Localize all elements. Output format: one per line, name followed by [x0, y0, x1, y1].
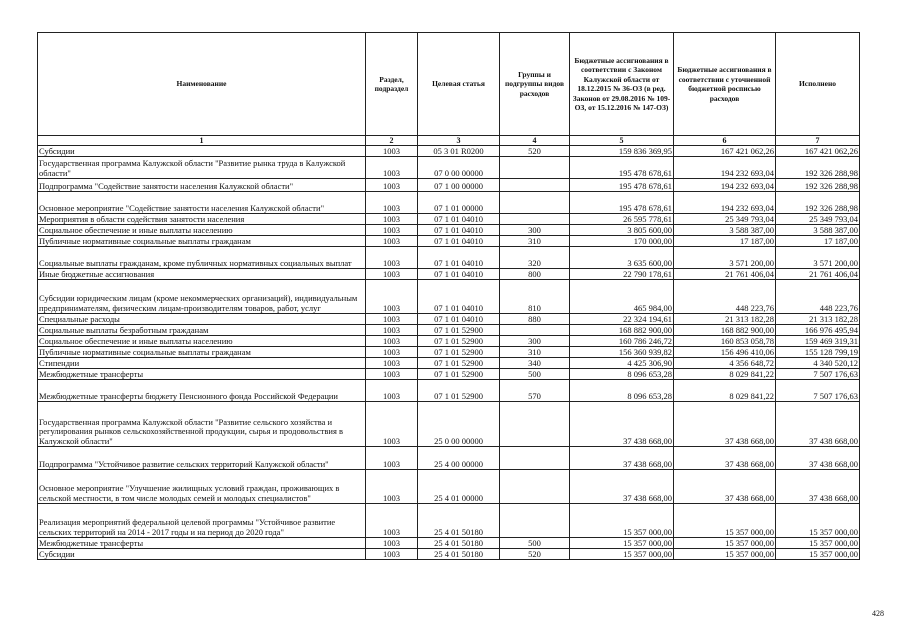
row-target: 07 1 01 04010 — [418, 269, 500, 280]
row-section: 1003 — [366, 347, 418, 358]
row-value-refined: 168 882 900,00 — [674, 325, 776, 336]
row-group: 310 — [500, 347, 570, 358]
row-value-allocated: 22 790 178,61 — [570, 269, 674, 280]
row-name: Социальные выплаты безработным гражданам — [38, 325, 366, 336]
row-value-allocated: 15 357 000,00 — [570, 504, 674, 538]
row-value-allocated: 168 882 900,00 — [570, 325, 674, 336]
row-name: Субсидии — [38, 146, 366, 157]
row-value-refined: 37 438 668,00 — [674, 447, 776, 470]
row-target: 07 1 00 00000 — [418, 179, 500, 192]
row-value-executed: 37 438 668,00 — [776, 447, 860, 470]
row-value-refined: 15 357 000,00 — [674, 538, 776, 549]
row-section: 1003 — [366, 380, 418, 402]
table-row — [38, 269, 860, 280]
column-number: 4 — [500, 136, 570, 146]
page-number: 428 — [872, 609, 884, 618]
row-group: 320 — [500, 247, 570, 269]
row-value-executed: 192 326 288,98 — [776, 157, 860, 179]
table-row — [38, 225, 860, 236]
row-section: 1003 — [366, 146, 418, 157]
row-value-allocated: 15 357 000,00 — [570, 549, 674, 560]
row-group: 500 — [500, 538, 570, 549]
row-value-allocated: 170 000,00 — [570, 236, 674, 247]
row-target: 07 1 01 52900 — [418, 325, 500, 336]
row-value-executed: 7 507 176,63 — [776, 380, 860, 402]
column-number-row — [38, 136, 860, 146]
table-row — [38, 146, 860, 157]
row-section: 1003 — [366, 325, 418, 336]
row-target: 07 1 01 52900 — [418, 336, 500, 347]
table-row — [38, 470, 860, 504]
row-target: 07 1 01 52900 — [418, 369, 500, 380]
row-name: Иные бюджетные ассигнования — [38, 269, 366, 280]
row-target: 07 1 01 52900 — [418, 380, 500, 402]
row-name: Субсидии юридическим лицам (кроме некоммерческих организаций), индивидуальным предпринимателям, физическим лицам-производителям товаров, работ, услуг — [38, 280, 366, 314]
row-target: 25 4 00 00000 — [418, 447, 500, 470]
row-value-allocated: 195 478 678,61 — [570, 192, 674, 214]
row-group: 300 — [500, 336, 570, 347]
row-value-executed: 155 128 799,19 — [776, 347, 860, 358]
row-value-executed: 21 761 406,04 — [776, 269, 860, 280]
row-value-refined: 3 588 387,00 — [674, 225, 776, 236]
row-value-refined: 37 438 668,00 — [674, 402, 776, 447]
row-value-allocated: 37 438 668,00 — [570, 447, 674, 470]
row-section: 1003 — [366, 504, 418, 538]
row-group — [500, 325, 570, 336]
row-value-refined: 8 029 841,22 — [674, 369, 776, 380]
row-target: 25 4 01 50180 — [418, 504, 500, 538]
row-section: 1003 — [366, 192, 418, 214]
row-name: Стипендии — [38, 358, 366, 369]
column-number: 6 — [674, 136, 776, 146]
table-row — [38, 380, 860, 402]
row-value-executed: 15 357 000,00 — [776, 504, 860, 538]
row-section: 1003 — [366, 280, 418, 314]
row-value-allocated: 22 324 194,61 — [570, 314, 674, 325]
row-value-executed: 192 326 288,98 — [776, 179, 860, 192]
row-target: 07 0 00 00000 — [418, 157, 500, 179]
table-row — [38, 325, 860, 336]
row-name: Социальное обеспечение и иные выплаты населению — [38, 225, 366, 236]
row-value-refined: 194 232 693,04 — [674, 192, 776, 214]
row-section: 1003 — [366, 358, 418, 369]
row-section: 1003 — [366, 314, 418, 325]
row-value-refined: 194 232 693,04 — [674, 157, 776, 179]
row-name: Основное мероприятие "Содействие занятости населения Калужской области" — [38, 192, 366, 214]
row-value-refined: 37 438 668,00 — [674, 470, 776, 504]
row-group — [500, 470, 570, 504]
row-target: 05 3 01 R0200 — [418, 146, 500, 157]
column-number: 3 — [418, 136, 500, 146]
row-name: Подпрограмма "Содействие занятости населения Калужской области" — [38, 179, 366, 192]
row-target: 25 4 01 00000 — [418, 470, 500, 504]
header-col7: Исполнено — [776, 33, 860, 136]
row-target: 07 1 01 04010 — [418, 314, 500, 325]
row-value-allocated: 4 425 306,90 — [570, 358, 674, 369]
row-value-executed: 15 357 000,00 — [776, 549, 860, 560]
row-section: 1003 — [366, 336, 418, 347]
row-target: 07 1 01 04010 — [418, 247, 500, 269]
row-name: Государственная программа Калужской области "Развитие рынка труда в Калужской области" — [38, 157, 366, 179]
column-number: 2 — [366, 136, 418, 146]
row-value-refined: 194 232 693,04 — [674, 179, 776, 192]
row-value-executed: 15 357 000,00 — [776, 538, 860, 549]
row-name: Межбюджетные трансферты бюджету Пенсионного фонда Российской Федерации — [38, 380, 366, 402]
row-value-refined: 160 853 058,78 — [674, 336, 776, 347]
row-value-refined: 4 356 648,72 — [674, 358, 776, 369]
row-section: 1003 — [366, 214, 418, 225]
row-value-executed: 4 340 520,12 — [776, 358, 860, 369]
row-value-allocated: 195 478 678,61 — [570, 179, 674, 192]
row-value-refined: 21 313 182,28 — [674, 314, 776, 325]
header-col6: Бюджетные ассигнования в соответствии с уточненной бюджетной росписью расходов — [674, 33, 776, 136]
row-section: 1003 — [366, 538, 418, 549]
row-value-refined: 15 357 000,00 — [674, 549, 776, 560]
row-value-refined: 21 761 406,04 — [674, 269, 776, 280]
budget-table — [37, 32, 860, 560]
row-value-executed: 192 326 288,98 — [776, 192, 860, 214]
row-section: 1003 — [366, 236, 418, 247]
row-group — [500, 192, 570, 214]
row-value-allocated: 3 635 600,00 — [570, 247, 674, 269]
row-name: Подпрограмма "Устойчивое развитие сельских территорий Калужской области" — [38, 447, 366, 470]
row-target: 07 1 01 00000 — [418, 192, 500, 214]
row-name: Субсидии — [38, 549, 366, 560]
row-target: 07 1 01 04010 — [418, 225, 500, 236]
row-group — [500, 447, 570, 470]
row-value-executed: 448 223,76 — [776, 280, 860, 314]
table-row — [38, 358, 860, 369]
row-name: Межбюджетные трансферты — [38, 538, 366, 549]
row-name: Публичные нормативные социальные выплаты гражданам — [38, 236, 366, 247]
row-value-refined: 3 571 200,00 — [674, 247, 776, 269]
row-value-executed: 17 187,00 — [776, 236, 860, 247]
row-group: 340 — [500, 358, 570, 369]
row-value-allocated: 156 360 939,82 — [570, 347, 674, 358]
row-name: Основное мероприятие "Улучшение жилищных условий граждан, проживающих в сельской местности, в том числе молодых семей и молодых специалистов" — [38, 470, 366, 504]
row-value-executed: 3 588 387,00 — [776, 225, 860, 236]
table-row — [38, 179, 860, 192]
row-value-refined: 17 187,00 — [674, 236, 776, 247]
header-section: Раздел, подраздел — [366, 33, 418, 136]
row-value-allocated: 26 595 778,61 — [570, 214, 674, 225]
row-section: 1003 — [366, 369, 418, 380]
header-name: Наименование — [38, 33, 366, 136]
row-value-executed: 7 507 176,63 — [776, 369, 860, 380]
row-value-allocated: 465 984,00 — [570, 280, 674, 314]
row-name: Специальные расходы — [38, 314, 366, 325]
row-group — [500, 214, 570, 225]
row-section: 1003 — [366, 247, 418, 269]
row-group: 520 — [500, 146, 570, 157]
row-section: 1003 — [366, 157, 418, 179]
table-row — [38, 549, 860, 560]
row-name: Реализация мероприятий федеральной целевой программы "Устойчивое развитие сельских территорий на 2014 - 2017 годы и на период до 2020 года" — [38, 504, 366, 538]
table-row — [38, 157, 860, 179]
column-number: 5 — [570, 136, 674, 146]
row-name: Государственная программа Калужской области "Развитие сельского хозяйства и регулирования рынков сельскохозяйственной продукции, сырья и продовольствия в Калужской области" — [38, 402, 366, 447]
row-group — [500, 157, 570, 179]
row-value-refined: 8 029 841,22 — [674, 380, 776, 402]
row-section: 1003 — [366, 225, 418, 236]
table-row — [38, 336, 860, 347]
row-target: 07 1 01 04010 — [418, 214, 500, 225]
row-section: 1003 — [366, 402, 418, 447]
row-value-executed: 167 421 062,26 — [776, 146, 860, 157]
row-group: 570 — [500, 380, 570, 402]
column-number: 1 — [38, 136, 366, 146]
row-value-executed: 166 976 495,94 — [776, 325, 860, 336]
table-header — [38, 33, 860, 136]
row-value-refined: 25 349 793,04 — [674, 214, 776, 225]
row-target: 07 1 01 04010 — [418, 236, 500, 247]
table-row — [38, 236, 860, 247]
row-group: 300 — [500, 225, 570, 236]
row-target: 25 0 00 00000 — [418, 402, 500, 447]
row-group: 520 — [500, 549, 570, 560]
row-value-refined: 15 357 000,00 — [674, 504, 776, 538]
row-section: 1003 — [366, 179, 418, 192]
row-value-allocated: 8 096 653,28 — [570, 369, 674, 380]
table-row — [38, 314, 860, 325]
row-name: Мероприятия в области содействия занятости населения — [38, 214, 366, 225]
row-value-executed: 37 438 668,00 — [776, 470, 860, 504]
table-row — [38, 369, 860, 380]
row-value-refined: 448 223,76 — [674, 280, 776, 314]
row-target: 25 4 01 50180 — [418, 549, 500, 560]
row-value-refined: 156 496 410,06 — [674, 347, 776, 358]
column-number: 7 — [776, 136, 860, 146]
row-value-executed: 37 438 668,00 — [776, 402, 860, 447]
row-group — [500, 179, 570, 192]
table-row — [38, 538, 860, 549]
row-value-executed: 25 349 793,04 — [776, 214, 860, 225]
row-target: 07 1 01 52900 — [418, 347, 500, 358]
row-value-allocated: 37 438 668,00 — [570, 402, 674, 447]
row-section: 1003 — [366, 549, 418, 560]
table-row — [38, 192, 860, 214]
table-row — [38, 347, 860, 358]
row-value-refined: 167 421 062,26 — [674, 146, 776, 157]
row-group: 880 — [500, 314, 570, 325]
row-value-allocated: 8 096 653,28 — [570, 380, 674, 402]
row-value-executed: 21 313 182,28 — [776, 314, 860, 325]
row-section: 1003 — [366, 447, 418, 470]
header-groups: Группы и подгруппы видов расходов — [500, 33, 570, 136]
row-group — [500, 402, 570, 447]
header-col5: Бюджетные ассигнования в соответствии с Законом Калужской области от 18.12.2015 № 36-ОЗ (в ред. Законов от 29.08.2016 № 109-ОЗ, от 15.12.2016 № 147-ОЗ) — [570, 33, 674, 136]
row-value-allocated: 195 478 678,61 — [570, 157, 674, 179]
row-group: 800 — [500, 269, 570, 280]
table-row — [38, 247, 860, 269]
row-group: 810 — [500, 280, 570, 314]
row-name: Межбюджетные трансферты — [38, 369, 366, 380]
row-group — [500, 504, 570, 538]
table-row — [38, 214, 860, 225]
row-value-executed: 3 571 200,00 — [776, 247, 860, 269]
table-row — [38, 280, 860, 314]
row-group: 310 — [500, 236, 570, 247]
row-value-allocated: 15 357 000,00 — [570, 538, 674, 549]
row-name: Публичные нормативные социальные выплаты гражданам — [38, 347, 366, 358]
row-target: 07 1 01 04010 — [418, 280, 500, 314]
row-value-executed: 159 469 319,31 — [776, 336, 860, 347]
row-name: Социальные выплаты гражданам, кроме публичных нормативных социальных выплат — [38, 247, 366, 269]
header-target: Целевая статья — [418, 33, 500, 136]
row-section: 1003 — [366, 269, 418, 280]
row-target: 07 1 01 52900 — [418, 358, 500, 369]
row-value-allocated: 160 786 246,72 — [570, 336, 674, 347]
table-row — [38, 402, 860, 447]
row-value-allocated: 3 805 600,00 — [570, 225, 674, 236]
row-value-allocated: 159 836 369,95 — [570, 146, 674, 157]
row-name: Социальное обеспечение и иные выплаты населению — [38, 336, 366, 347]
row-target: 25 4 01 50180 — [418, 538, 500, 549]
table-row — [38, 447, 860, 470]
row-section: 1003 — [366, 470, 418, 504]
table-row — [38, 504, 860, 538]
row-value-allocated: 37 438 668,00 — [570, 470, 674, 504]
row-group: 500 — [500, 369, 570, 380]
